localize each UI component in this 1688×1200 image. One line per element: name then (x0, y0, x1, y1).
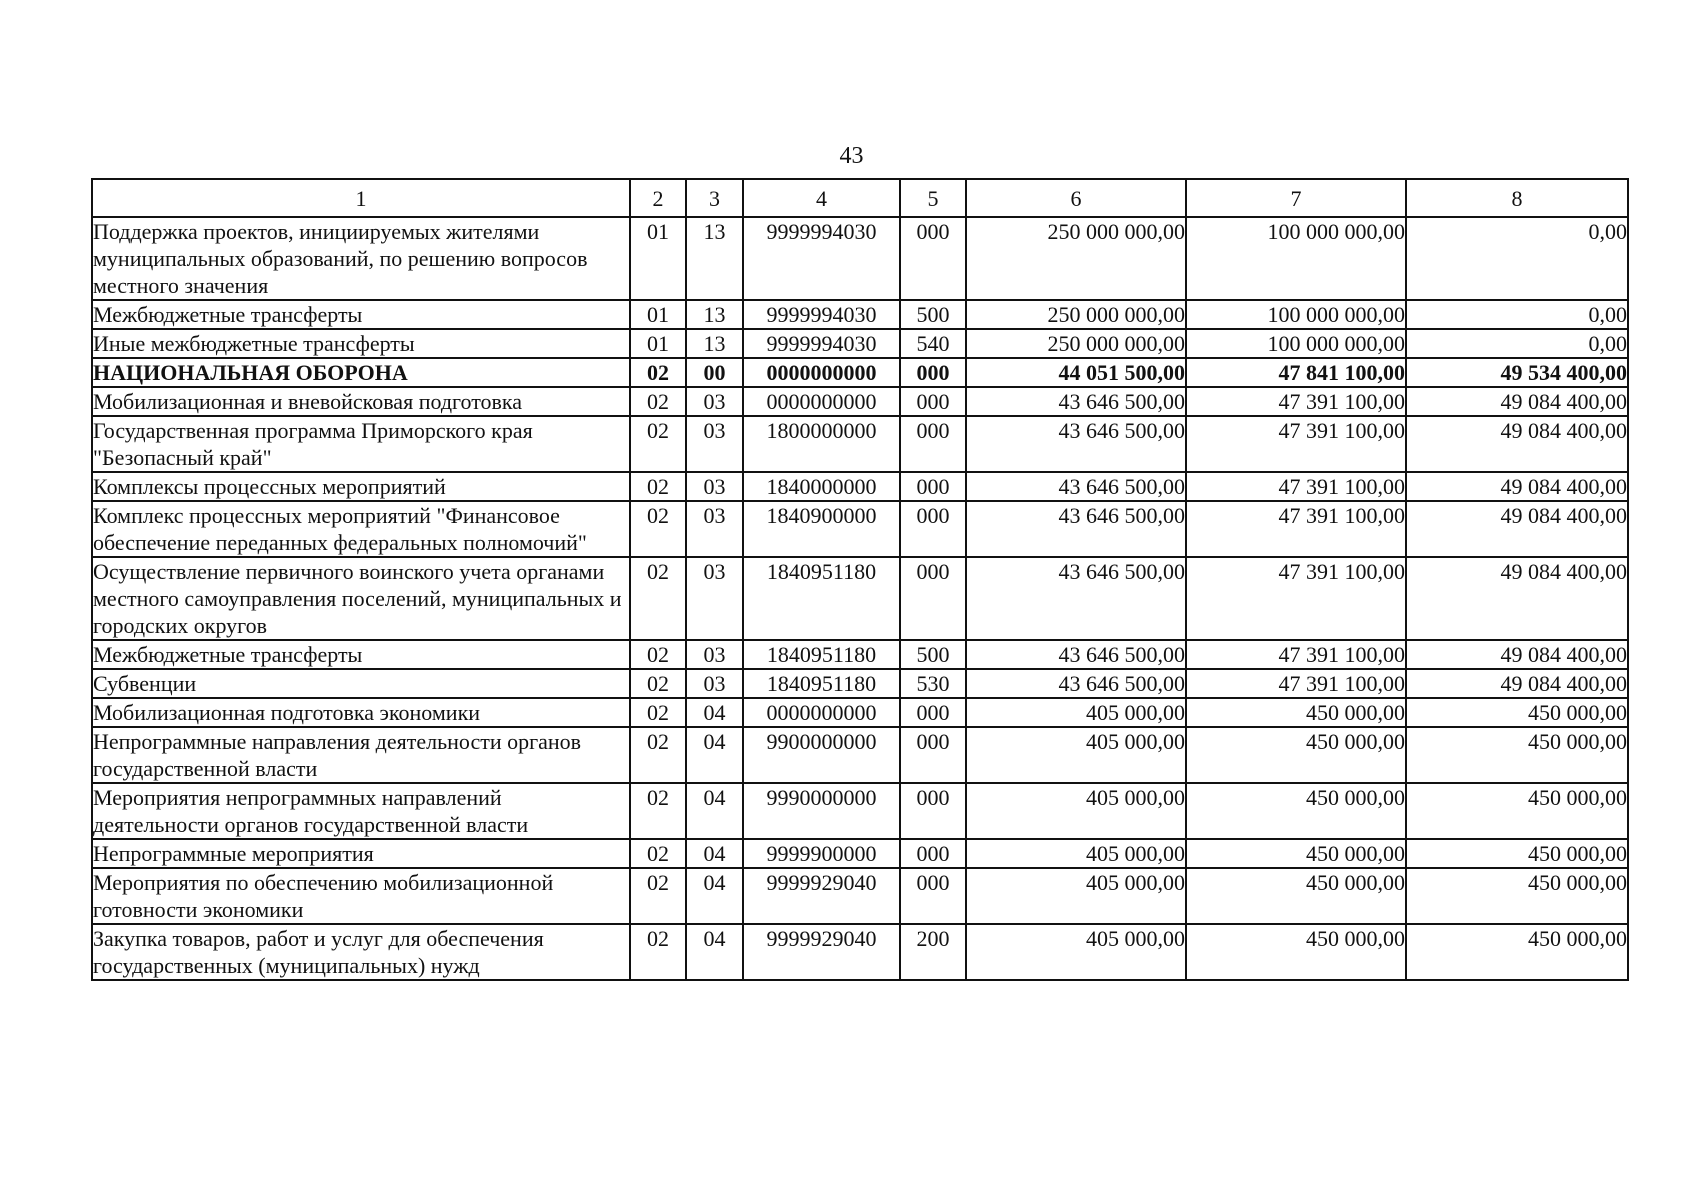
row-section-cell: 02 (630, 727, 686, 783)
row-amount-col6-cell: 405 000,00 (966, 698, 1186, 727)
row-subsection-cell: 04 (686, 783, 743, 839)
row-subsection-cell: 04 (686, 924, 743, 980)
row-amount-col8-cell: 450 000,00 (1406, 698, 1628, 727)
row-target-article-cell: 1840951180 (743, 640, 900, 669)
row-amount-col7-cell: 450 000,00 (1186, 839, 1406, 868)
row-name-cell: Мобилизационная и вневойсковая подготовка (92, 387, 630, 416)
row-amount-col6-cell: 250 000 000,00 (966, 300, 1186, 329)
row-target-article-cell: 9999900000 (743, 839, 900, 868)
row-name-cell: Комплекс процессных мероприятий "Финансовое обеспечение переданных федеральных полномочий" (92, 501, 630, 557)
row-expense-type-cell: 540 (900, 329, 966, 358)
row-subsection-cell: 13 (686, 329, 743, 358)
row-section-cell: 02 (630, 669, 686, 698)
row-section-cell: 02 (630, 358, 686, 387)
row-amount-col8-cell: 450 000,00 (1406, 868, 1628, 924)
table-row (92, 924, 1628, 980)
header-col-2: 2 (630, 179, 686, 217)
table-row (92, 501, 1628, 557)
row-amount-col6-cell: 43 646 500,00 (966, 557, 1186, 640)
row-amount-col8-cell: 49 084 400,00 (1406, 416, 1628, 472)
row-section-cell: 02 (630, 698, 686, 727)
row-target-article-cell: 0000000000 (743, 387, 900, 416)
row-amount-col6-cell: 43 646 500,00 (966, 416, 1186, 472)
row-amount-col6-cell: 405 000,00 (966, 868, 1186, 924)
row-subsection-cell: 13 (686, 217, 743, 300)
row-target-article-cell: 1840000000 (743, 472, 900, 501)
row-expense-type-cell: 500 (900, 640, 966, 669)
row-name-cell: Государственная программа Приморского края "Безопасный край" (92, 416, 630, 472)
row-expense-type-cell: 000 (900, 416, 966, 472)
row-amount-col7-cell: 450 000,00 (1186, 698, 1406, 727)
row-target-article-cell: 1840951180 (743, 557, 900, 640)
row-subsection-cell: 03 (686, 669, 743, 698)
row-expense-type-cell: 000 (900, 727, 966, 783)
row-subsection-cell: 03 (686, 640, 743, 669)
row-amount-col8-cell: 49 084 400,00 (1406, 669, 1628, 698)
row-subsection-cell: 03 (686, 501, 743, 557)
row-target-article-cell: 9999994030 (743, 217, 900, 300)
row-subsection-cell: 04 (686, 727, 743, 783)
row-amount-col6-cell: 405 000,00 (966, 727, 1186, 783)
row-amount-col7-cell: 47 391 100,00 (1186, 640, 1406, 669)
row-amount-col6-cell: 43 646 500,00 (966, 640, 1186, 669)
row-expense-type-cell: 200 (900, 924, 966, 980)
row-amount-col7-cell: 47 841 100,00 (1186, 358, 1406, 387)
row-target-article-cell: 1800000000 (743, 416, 900, 472)
header-col-3: 3 (686, 179, 743, 217)
row-amount-col7-cell: 100 000 000,00 (1186, 329, 1406, 358)
row-section-cell: 02 (630, 387, 686, 416)
row-amount-col7-cell: 100 000 000,00 (1186, 217, 1406, 300)
table-row (92, 358, 1628, 387)
row-amount-col7-cell: 47 391 100,00 (1186, 557, 1406, 640)
header-col-8: 8 (1406, 179, 1628, 217)
row-name-cell: НАЦИОНАЛЬНАЯ ОБОРОНА (92, 358, 630, 387)
row-amount-col8-cell: 0,00 (1406, 217, 1628, 300)
header-col-6: 6 (966, 179, 1186, 217)
row-name-cell: Непрограммные мероприятия (92, 839, 630, 868)
row-name-cell: Мероприятия по обеспечению мобилизационной готовности экономики (92, 868, 630, 924)
row-name-cell: Непрограммные направления деятельности органов государственной власти (92, 727, 630, 783)
table-row (92, 217, 1628, 300)
row-amount-col8-cell: 49 084 400,00 (1406, 640, 1628, 669)
row-expense-type-cell: 000 (900, 217, 966, 300)
row-amount-col7-cell: 450 000,00 (1186, 727, 1406, 783)
row-expense-type-cell: 000 (900, 839, 966, 868)
row-subsection-cell: 00 (686, 358, 743, 387)
row-amount-col8-cell: 49 534 400,00 (1406, 358, 1628, 387)
row-name-cell: Иные межбюджетные трансферты (92, 329, 630, 358)
page-number: 43 (839, 143, 864, 169)
table-row (92, 727, 1628, 783)
header-row (92, 179, 1628, 217)
row-name-cell: Межбюджетные трансферты (92, 300, 630, 329)
row-target-article-cell: 9999994030 (743, 329, 900, 358)
row-name-cell: Комплексы процессных мероприятий (92, 472, 630, 501)
row-section-cell: 02 (630, 868, 686, 924)
row-expense-type-cell: 000 (900, 557, 966, 640)
row-expense-type-cell: 000 (900, 387, 966, 416)
header-col-4: 4 (743, 179, 900, 217)
row-section-cell: 02 (630, 501, 686, 557)
row-name-cell: Мобилизационная подготовка экономики (92, 698, 630, 727)
row-section-cell: 02 (630, 416, 686, 472)
row-section-cell: 02 (630, 839, 686, 868)
row-section-cell: 02 (630, 783, 686, 839)
row-subsection-cell: 04 (686, 839, 743, 868)
row-amount-col6-cell: 405 000,00 (966, 839, 1186, 868)
row-section-cell: 01 (630, 329, 686, 358)
row-amount-col7-cell: 47 391 100,00 (1186, 387, 1406, 416)
row-amount-col6-cell: 43 646 500,00 (966, 669, 1186, 698)
table-row (92, 669, 1628, 698)
table-row (92, 698, 1628, 727)
header-col-7: 7 (1186, 179, 1406, 217)
row-name-cell: Закупка товаров, работ и услуг для обеспечения государственных (муниципальных) нужд (92, 924, 630, 980)
row-subsection-cell: 04 (686, 868, 743, 924)
row-amount-col6-cell: 405 000,00 (966, 924, 1186, 980)
row-amount-col8-cell: 49 084 400,00 (1406, 501, 1628, 557)
row-expense-type-cell: 000 (900, 472, 966, 501)
table-row (92, 472, 1628, 501)
row-amount-col6-cell: 44 051 500,00 (966, 358, 1186, 387)
row-amount-col8-cell: 450 000,00 (1406, 924, 1628, 980)
row-amount-col8-cell: 450 000,00 (1406, 727, 1628, 783)
row-target-article-cell: 0000000000 (743, 698, 900, 727)
row-amount-col7-cell: 47 391 100,00 (1186, 472, 1406, 501)
row-amount-col8-cell: 49 084 400,00 (1406, 472, 1628, 501)
row-expense-type-cell: 500 (900, 300, 966, 329)
table-row (92, 557, 1628, 640)
row-target-article-cell: 1840900000 (743, 501, 900, 557)
table-row (92, 783, 1628, 839)
row-expense-type-cell: 000 (900, 358, 966, 387)
row-amount-col6-cell: 43 646 500,00 (966, 501, 1186, 557)
row-amount-col6-cell: 405 000,00 (966, 783, 1186, 839)
row-expense-type-cell: 000 (900, 868, 966, 924)
row-subsection-cell: 03 (686, 387, 743, 416)
table-row (92, 868, 1628, 924)
row-subsection-cell: 03 (686, 557, 743, 640)
row-subsection-cell: 03 (686, 472, 743, 501)
row-target-article-cell: 9999994030 (743, 300, 900, 329)
row-target-article-cell: 9990000000 (743, 783, 900, 839)
row-expense-type-cell: 000 (900, 698, 966, 727)
row-amount-col7-cell: 47 391 100,00 (1186, 669, 1406, 698)
row-amount-col6-cell: 250 000 000,00 (966, 217, 1186, 300)
table-body (92, 217, 1628, 980)
row-section-cell: 02 (630, 472, 686, 501)
row-amount-col8-cell: 0,00 (1406, 329, 1628, 358)
table-row (92, 387, 1628, 416)
row-expense-type-cell: 530 (900, 669, 966, 698)
row-amount-col6-cell: 43 646 500,00 (966, 472, 1186, 501)
row-amount-col7-cell: 450 000,00 (1186, 868, 1406, 924)
row-section-cell: 02 (630, 557, 686, 640)
row-name-cell: Субвенции (92, 669, 630, 698)
row-amount-col8-cell: 49 084 400,00 (1406, 387, 1628, 416)
row-subsection-cell: 13 (686, 300, 743, 329)
header-col-1: 1 (92, 179, 630, 217)
row-expense-type-cell: 000 (900, 783, 966, 839)
table-row (92, 300, 1628, 329)
header-col-5: 5 (900, 179, 966, 217)
row-name-cell: Межбюджетные трансферты (92, 640, 630, 669)
row-amount-col6-cell: 250 000 000,00 (966, 329, 1186, 358)
row-subsection-cell: 03 (686, 416, 743, 472)
row-target-article-cell: 9999929040 (743, 924, 900, 980)
table-row (92, 839, 1628, 868)
row-target-article-cell: 0000000000 (743, 358, 900, 387)
row-amount-col7-cell: 47 391 100,00 (1186, 416, 1406, 472)
row-target-article-cell: 9999929040 (743, 868, 900, 924)
row-target-article-cell: 9900000000 (743, 727, 900, 783)
row-subsection-cell: 04 (686, 698, 743, 727)
row-name-cell: Поддержка проектов, инициируемых жителями муниципальных образований, по решению вопросов местного значения (92, 217, 630, 300)
row-section-cell: 02 (630, 924, 686, 980)
row-section-cell: 01 (630, 300, 686, 329)
row-target-article-cell: 1840951180 (743, 669, 900, 698)
row-expense-type-cell: 000 (900, 501, 966, 557)
row-amount-col8-cell: 450 000,00 (1406, 839, 1628, 868)
row-amount-col8-cell: 450 000,00 (1406, 783, 1628, 839)
row-name-cell: Мероприятия непрограммных направлений деятельности органов государственной власти (92, 783, 630, 839)
table-row (92, 416, 1628, 472)
row-amount-col7-cell: 450 000,00 (1186, 783, 1406, 839)
row-section-cell: 02 (630, 640, 686, 669)
row-amount-col7-cell: 47 391 100,00 (1186, 501, 1406, 557)
table-row (92, 640, 1628, 669)
row-amount-col8-cell: 49 084 400,00 (1406, 557, 1628, 640)
table-row (92, 329, 1628, 358)
row-name-cell: Осуществление первичного воинского учета органами местного самоуправления поселений, муниципальных и городских округов (92, 557, 630, 640)
row-amount-col7-cell: 100 000 000,00 (1186, 300, 1406, 329)
row-amount-col7-cell: 450 000,00 (1186, 924, 1406, 980)
budget-table (91, 178, 1629, 981)
row-amount-col8-cell: 0,00 (1406, 300, 1628, 329)
row-section-cell: 01 (630, 217, 686, 300)
row-amount-col6-cell: 43 646 500,00 (966, 387, 1186, 416)
